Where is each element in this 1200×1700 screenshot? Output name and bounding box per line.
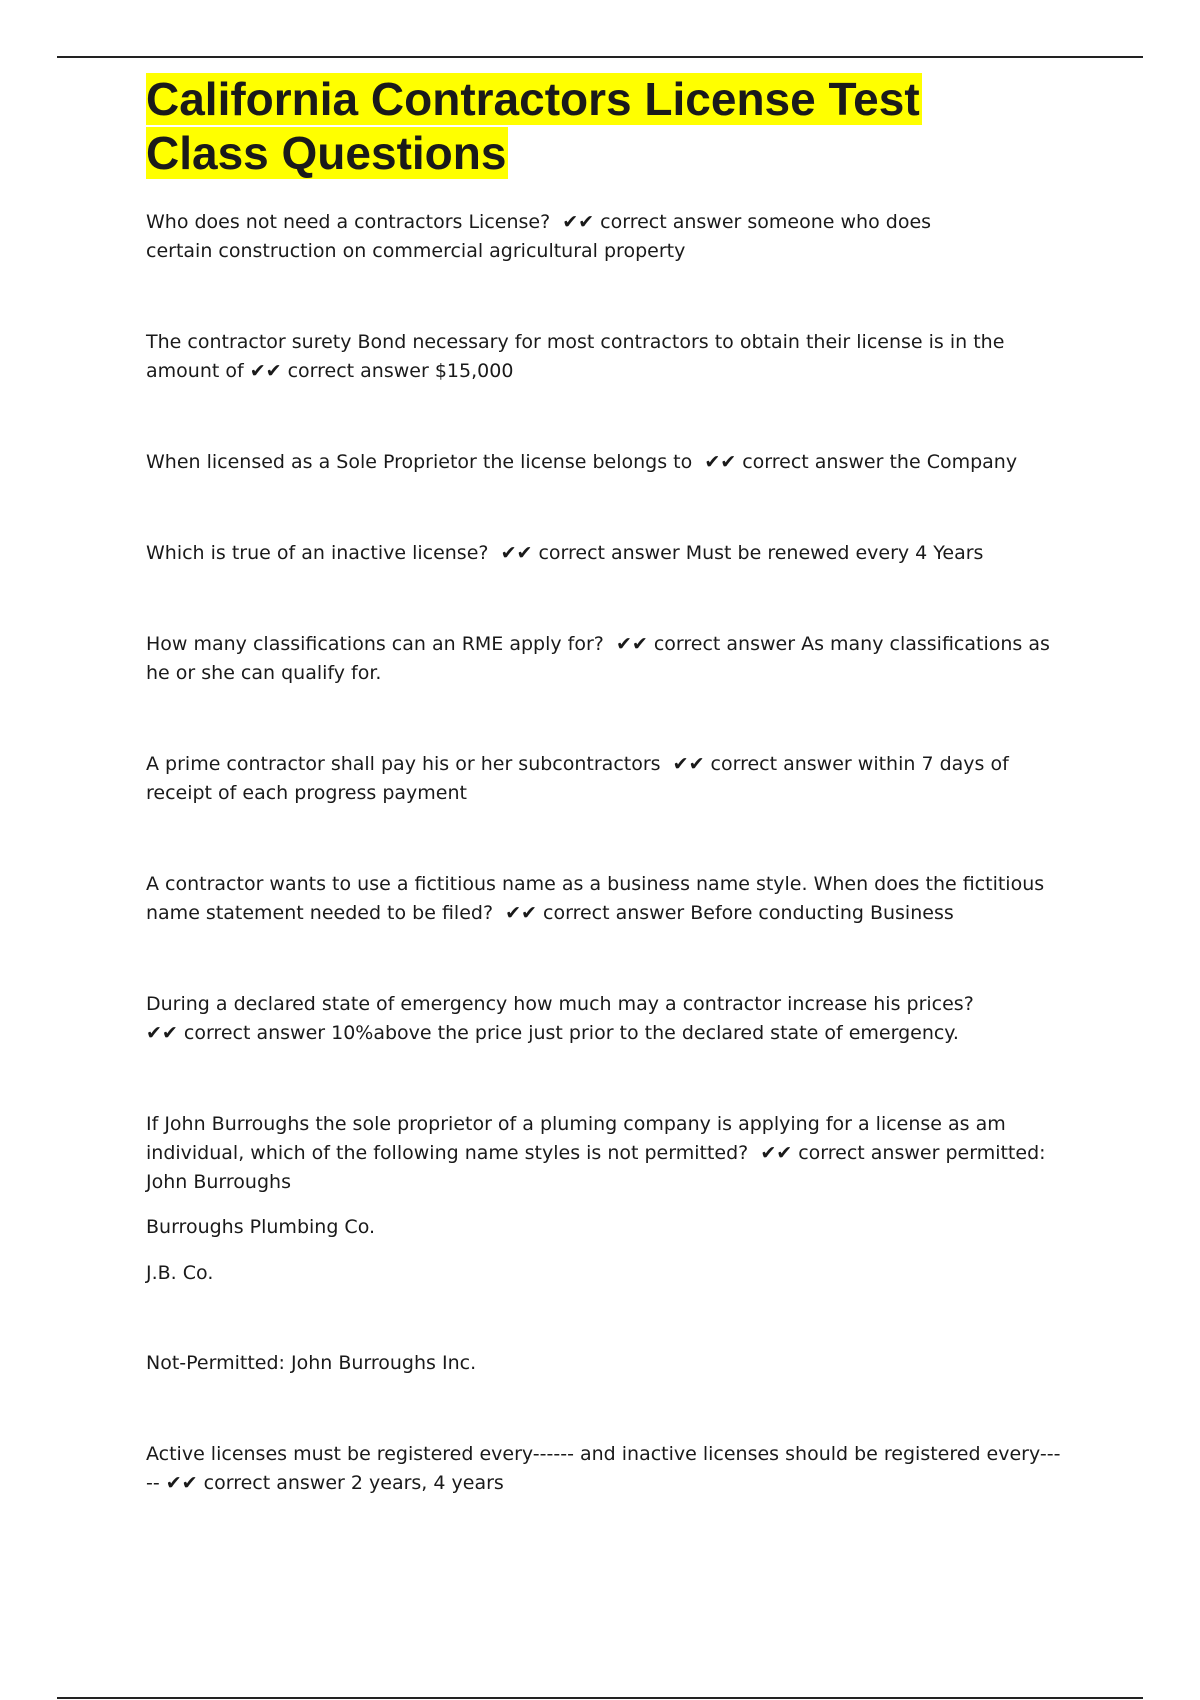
document-body xyxy=(146,208,1061,1498)
correct-answer-marker: ✔✔ correct answer xyxy=(249,360,429,382)
correct-answer-marker: ✔✔ correct answer xyxy=(760,1142,940,1164)
qa-item-5 xyxy=(146,630,1061,688)
correct-answer-marker: ✔✔ correct answer xyxy=(500,542,680,564)
question-text: If John Burroughs the sole proprietor of a pluming company is applying for a license as am individual, which of the following name styles is not permitted? xyxy=(146,1113,1006,1164)
qa-item-7 xyxy=(146,870,1061,928)
answer-text: Must be renewed every 4 Years xyxy=(685,542,984,564)
question-text: A contractor wants to use a fictitious name as a business name style. When does the fictitious name statement needed to be filed? xyxy=(146,873,1045,924)
name-style-line: J.B. Co. xyxy=(146,1262,214,1284)
qa-item-9 xyxy=(146,1110,1061,1197)
correct-answer-marker: ✔✔ correct answer xyxy=(615,633,796,655)
question-text: A prime contractor shall pay his or her subcontractors xyxy=(146,753,661,775)
qa-item-3 xyxy=(146,448,1061,477)
correct-answer-marker: ✔✔ correct answer xyxy=(704,451,884,473)
qa-item-2 xyxy=(146,328,1061,386)
answer-text: the Company xyxy=(889,451,1018,473)
correct-answer-marker: ✔✔ correct answer xyxy=(562,211,742,233)
question-text: Which is true of an inactive license? xyxy=(146,542,489,564)
answer-text: Before conducting Business xyxy=(690,902,954,924)
question-text: How many classifications can an RME apply for? xyxy=(146,633,604,655)
question-text: When licensed as a Sole Proprietor the license belongs to xyxy=(146,451,693,473)
answer-text: 10%above the price just prior to the declared state of emergency. xyxy=(331,1022,959,1044)
question-text: Active licenses must be registered every------ and inactive licenses should be registered every----- xyxy=(146,1443,1061,1494)
not-permitted-line: Not-Permitted: John Burroughs Inc. xyxy=(146,1352,477,1374)
answer-text: 2 years, 4 years xyxy=(350,1472,504,1494)
answer-text: $15,000 xyxy=(434,360,514,382)
correct-answer-marker: ✔✔ correct answer xyxy=(146,1022,326,1044)
answer-text: someone who does certain construction on commercial agricultural property xyxy=(146,211,932,262)
bottom-divider xyxy=(57,1697,1143,1699)
page-title-text: California Contractors License Test Class Questions xyxy=(146,73,920,179)
answer-text: within 7 days of receipt of each progress payment xyxy=(146,753,1009,804)
question-text: Who does not need a contractors License? xyxy=(146,211,551,233)
qa-item-1 xyxy=(146,208,986,266)
question-text: During a declared state of emergency how much may a contractor increase his prices? xyxy=(146,993,974,1015)
qa-item-10 xyxy=(146,1440,1061,1498)
qa-item-6 xyxy=(146,750,1061,808)
answer-text: As many classifications as he or she can qualify for. xyxy=(146,633,1050,684)
top-divider xyxy=(57,56,1143,58)
question-text: The contractor surety Bond necessary for most contractors to obtain their license is in the amount of xyxy=(146,331,1005,382)
qa-item-4 xyxy=(146,539,1061,568)
answer-text: permitted: John Burroughs xyxy=(146,1142,1046,1193)
correct-answer-marker: ✔✔ correct answer xyxy=(505,902,685,924)
correct-answer-marker: ✔✔ correct answer xyxy=(165,1472,345,1494)
correct-answer-marker: ✔✔ correct answer xyxy=(672,753,852,775)
name-style-line: Burroughs Plumbing Co. xyxy=(146,1216,376,1238)
qa-item-8 xyxy=(146,990,1061,1048)
page-title xyxy=(146,72,1046,180)
